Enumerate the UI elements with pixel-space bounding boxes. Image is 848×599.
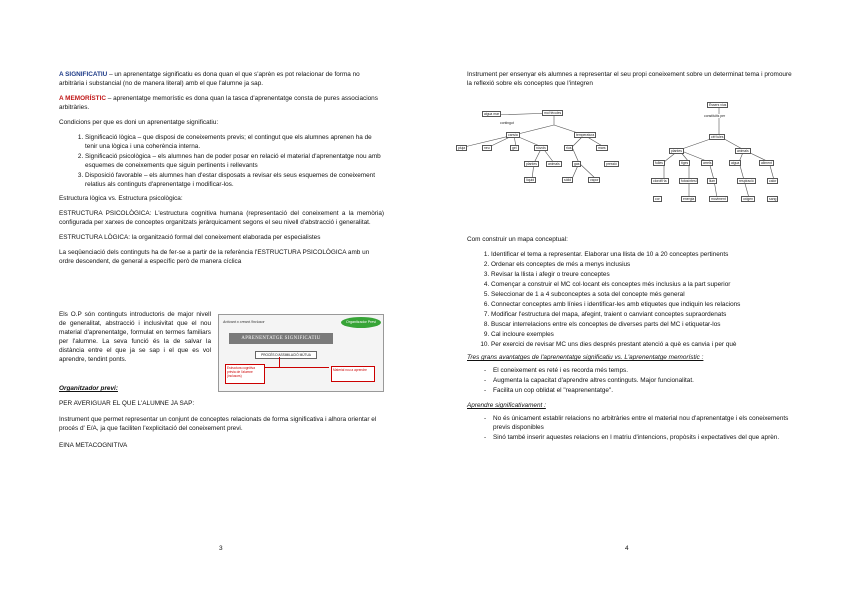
definition-memoristic: A MEMORÍSTIC – aprenentatge memorístic es dona quan la tasca d'aprenentatge consta de pures associacions arbitràries. bbox=[59, 95, 378, 111]
page-number: 3 bbox=[219, 545, 223, 552]
list-item: - Sinó també inserir aquestes relacions en l matriu d'intencions, propòsits i expectatives del que aprèn. bbox=[493, 433, 797, 442]
list-item: - Augmenta la capacitat d'aprendre altres continguts. Major funcionalitat. bbox=[493, 376, 797, 385]
list-item: 9. Cal incloure exemples bbox=[491, 330, 797, 339]
map-node: oxigen bbox=[743, 197, 753, 201]
map-node: temperatura bbox=[576, 133, 595, 137]
list-item: 8. Buscar interrelacions entre els conceptes de diverses parts del MC i etiquetar-los bbox=[491, 320, 797, 329]
map-node: animals bbox=[548, 162, 560, 166]
organitzador-previ-badge: Organitzador Previ bbox=[341, 317, 381, 328]
list-item: 6. Connectar conceptes amb línies i identificar-les amb etiquetes que indiquin les relacions bbox=[491, 300, 797, 309]
map-node: vapor bbox=[590, 178, 599, 182]
list-item: 4. Començar a construir el MC col·locant els conceptes més inclusius a la part superior bbox=[491, 280, 797, 289]
map-node: mol·lècules bbox=[544, 111, 562, 115]
per-averiguar: PER AVERIGUAR EL QUE L'ALUMNE JA SAP: bbox=[59, 400, 195, 407]
significant-learning-figure bbox=[218, 314, 384, 392]
map-node: aliment bbox=[761, 161, 772, 165]
text-block-definitions bbox=[59, 70, 384, 271]
op-text: Els O.P són continguts introductoris de major nivell de generalitat, abstracció i inclusivitat que el nou material d'aprenentatge, formulat en termes familiars per l'alumne. La seva funció és la de salvar la distància entre el que ja se sap i el que es vol aprendre, tendint ponts. bbox=[59, 311, 211, 363]
sequence-text: La seqüenciació dels continguts ha de fer-se a partir de la referència l'ESTRUCTURA PSICOLÒGICA amb un ordre descendent, de general a específic però de manera cíclica bbox=[59, 249, 370, 265]
map-node: arrels bbox=[703, 161, 712, 165]
map-node: fulles bbox=[655, 161, 663, 165]
list-item: 1. Identificar el tema a representar. Elaborar una llista de 10 a 20 conceptes pertinents bbox=[491, 250, 797, 259]
map-node: respiració bbox=[739, 179, 754, 183]
structure-heading: Estructura lògica vs. Estructura psicològica: bbox=[59, 195, 183, 202]
list-item: 5. Seleccionar de 1 a 4 subconceptes a sota del concepte més general bbox=[491, 290, 797, 299]
advantages-list bbox=[467, 366, 797, 395]
figure-top-label: Activant o creant l'inclusor bbox=[223, 320, 265, 324]
advantages-heading: Tres grans avantatges de l'aprenentatge significatiu vs. L'aprenentatge memorístic : bbox=[467, 354, 704, 361]
figure-process: PROCÉS D'ASSIMILACIÓ MÚTUA bbox=[255, 351, 317, 359]
map-node: moviment bbox=[711, 197, 726, 201]
page-4 bbox=[424, 0, 848, 599]
list-item: 7. Modificar l'estructura del mapa, afegint, traient o canviant conceptes supraordenats bbox=[491, 310, 797, 319]
map-node: llum bbox=[709, 179, 716, 183]
map-node: canvia bbox=[508, 133, 518, 137]
map-node: clorofil·la bbox=[653, 179, 667, 183]
conditions-list bbox=[59, 133, 384, 189]
list-item: - No és únicament establir relacions no arbitràries entre el material nou d'aprenentatge i els coneixements previs disponibles bbox=[493, 414, 797, 432]
list-item: 2. Ordenar els conceptes de més a menys inclusius bbox=[491, 260, 797, 269]
list-item: 10. Per exercici de revisar MC uns dies després prestant atenció a què es canvia i per què bbox=[491, 340, 797, 349]
list-item: - Facilita un cop oblidat el "reaprenentatge". bbox=[493, 386, 797, 395]
map-node: sang bbox=[769, 197, 777, 201]
figure-left-box: Estructura cognitiva prèvia de l'alumne (inclusors) bbox=[225, 364, 265, 384]
map-node: gas bbox=[574, 162, 580, 166]
concept-map-water bbox=[454, 105, 629, 190]
significant-list bbox=[467, 414, 797, 442]
map-node: mars bbox=[598, 146, 606, 150]
map-node: Éssers vius bbox=[709, 103, 727, 107]
figure-right-box: Material nou a aprendre bbox=[331, 366, 375, 382]
map-node: plantes bbox=[671, 149, 682, 153]
text-block-right bbox=[467, 235, 797, 443]
map-node: animals bbox=[737, 149, 749, 153]
map-node: neu bbox=[484, 146, 490, 150]
figure-arrow-stem bbox=[279, 357, 280, 367]
map-node: calor bbox=[769, 179, 777, 183]
map-link-label: contingut bbox=[500, 121, 514, 125]
map-node: aigua bbox=[731, 161, 740, 165]
list-item: 1. Significació lògica – que disposi de coneixements previs; el contingut que els alumnes aprenen ha de tenir una lògica i una coherència interna. bbox=[85, 133, 384, 151]
map-node: plantes bbox=[526, 162, 537, 166]
list-item: 3. Revisar la llista i afegir o treure conceptes bbox=[491, 270, 797, 279]
steps-list bbox=[467, 250, 797, 349]
map-node: líquid bbox=[526, 178, 535, 182]
list-item: 2. Significació psicològica – els alumnes han de poder posar en relació el material d'aprenentatge nou amb esquemes de coneixements que siguin pertinents i rellevants bbox=[85, 152, 384, 170]
map-node: gel bbox=[512, 146, 517, 150]
map-node: núvols bbox=[536, 146, 546, 150]
list-item: 3. Disposició favorable – els alumnes han d'estar disposats a revisar els seus esquemes de coneixement relatius als continguts d'aprenentatge i modificar-los. bbox=[85, 171, 384, 189]
page-number: 4 bbox=[625, 545, 629, 552]
organitzador-heading: Organitzador previ: bbox=[59, 385, 118, 392]
map-node: aigua mar bbox=[484, 112, 500, 116]
map-node: rius bbox=[566, 146, 572, 150]
concept-map-living bbox=[649, 100, 794, 215]
significant-heading: Aprendre significativament : bbox=[467, 402, 546, 409]
text-block-bottom bbox=[59, 384, 384, 450]
map-node: pluja bbox=[458, 146, 466, 150]
map-node: cor bbox=[655, 197, 660, 201]
map-node: fotosíntesi bbox=[681, 179, 697, 183]
map-node: energia bbox=[683, 197, 695, 201]
instrument-text: Instrument que permet representar un conjunt de conceptes relacionats de forma significativa i alhora orientar el procés d' E/A, ja que faciliten l'explicitació del coneixement previ. bbox=[59, 416, 377, 432]
list-item: - El coneixement es reté i es recorda més temps. bbox=[493, 366, 797, 375]
map-node: tiges bbox=[681, 161, 689, 165]
psych-structure: ESTRUCTURA PSICOLÒGICA: L'estructura cognitiva humana (representació del coneixement a la memòria) configurada per xarxes de conceptes organitzats jeràrquicament segons el seu nivell d'abstracció i generalitat. bbox=[59, 210, 384, 226]
conditions-heading: Condicions per que es doni un aprenentatge significatiu: bbox=[59, 119, 219, 126]
figure-banner: APRENENTATGE SIGNIFICATIU bbox=[229, 333, 333, 344]
how-heading: Com construir un mapa conceptual: bbox=[467, 236, 568, 243]
map-node: cèl·lules bbox=[711, 135, 724, 139]
eina-metacognitiva: EINA METACOGNITIVA bbox=[59, 442, 128, 449]
intro-text: Instrument per ensenyar els alumnes a representar el seu propi coneixement sobre un determinat tema i promoure la reflexió sobre els conceptes que l'integren bbox=[467, 71, 792, 87]
logic-structure: ESTRUCTURA LÒGICA: la organització formal del coneixement elaborada per especialistes bbox=[59, 234, 321, 241]
map-link-label: constituïts per bbox=[704, 114, 726, 118]
definition-significatiu: A SIGNIFICATIU – un aprenentatge significatiu es dona quan el que s'aprèn es pot relacionar de forma no arbitrària i substancial (no de manera literal) amb el que l'alumne ja sap. bbox=[59, 71, 360, 87]
map-node: sòlid bbox=[564, 178, 571, 182]
map-node: pressió bbox=[606, 162, 617, 166]
